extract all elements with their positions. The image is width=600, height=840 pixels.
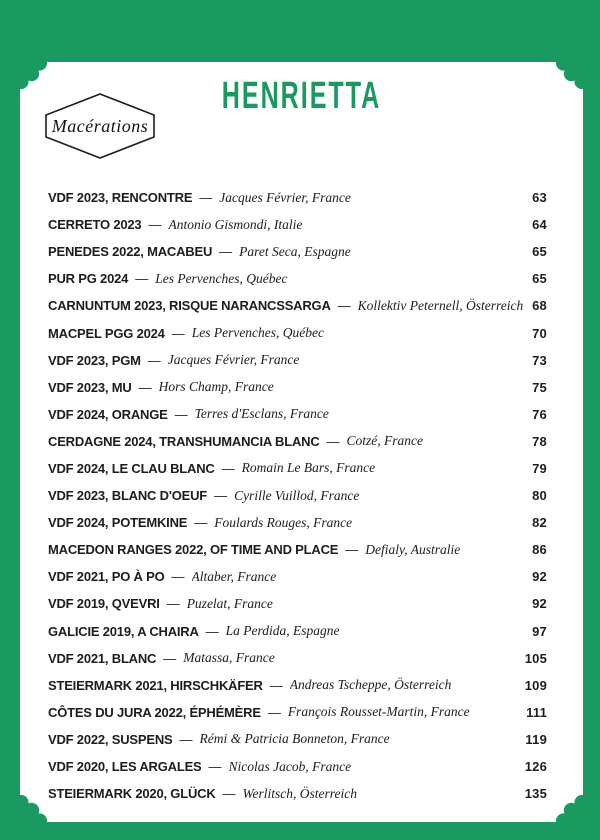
wine-producer: Cotzé, France xyxy=(346,433,424,449)
wine-list-row xyxy=(48,428,547,455)
wine-price: 92 xyxy=(532,596,547,612)
wine-list-row xyxy=(48,645,547,672)
wine-list-row xyxy=(48,536,547,563)
wine-list-row xyxy=(48,672,547,699)
page-title: HENRIETTA xyxy=(221,75,382,117)
wine-list-row xyxy=(48,184,547,211)
menu-page-panel xyxy=(20,62,583,822)
dash-separator: — xyxy=(221,460,235,476)
wine-producer: Altaber, France xyxy=(191,568,277,584)
wine-name: VDF 2019, QVEVRI xyxy=(48,596,160,612)
wine-price: 135 xyxy=(524,786,547,802)
wine-producer: Werlitsch, Österreich xyxy=(242,785,358,801)
dash-separator: — xyxy=(337,298,351,314)
dash-separator: — xyxy=(267,704,281,720)
wine-price: 63 xyxy=(532,190,547,206)
wine-list-row xyxy=(48,563,547,590)
dash-separator: — xyxy=(135,271,149,287)
wine-producer: Les Pervenches, Québec xyxy=(155,270,288,286)
dash-separator: — xyxy=(148,217,162,233)
dash-separator: — xyxy=(222,786,236,802)
wine-price: 92 xyxy=(532,569,547,585)
wine-name: VDF 2022, SUSPENS xyxy=(48,731,173,747)
wine-list-row xyxy=(48,590,547,617)
dash-separator: — xyxy=(214,488,228,504)
wine-price: 75 xyxy=(532,379,547,395)
wine-list-row xyxy=(48,780,547,807)
wine-list-row xyxy=(48,753,547,780)
wine-price: 97 xyxy=(532,623,547,639)
dash-separator: — xyxy=(219,244,233,260)
wine-list-row xyxy=(48,482,547,509)
wine-name: VDF 2021, PO À PO xyxy=(48,569,165,585)
wine-list-row xyxy=(48,347,547,374)
wine-list-row xyxy=(48,401,547,428)
wine-producer: Jacques Février, France xyxy=(167,352,300,368)
wine-price: 64 xyxy=(532,217,547,233)
dash-separator: — xyxy=(138,379,152,395)
wine-producer: Foulards Rouges, France xyxy=(214,514,353,530)
wine-price: 105 xyxy=(524,650,547,666)
wine-producer: Jacques Février, France xyxy=(219,189,351,205)
wine-producer: Rémi & Patricia Bonneton, France xyxy=(199,731,390,747)
wine-producer: Terres d'Esclans, France xyxy=(194,406,329,422)
wine-producer: La Perdida, Espagne xyxy=(225,623,340,639)
dash-separator: — xyxy=(269,677,283,693)
wine-name: CERDAGNE 2024, TRANSHUMANCIA BLANC xyxy=(48,433,320,449)
dash-separator: — xyxy=(326,433,340,449)
wine-producer: François Rousset-Martin, France xyxy=(287,704,470,720)
wine-list-row xyxy=(48,211,547,238)
wine-name: VDF 2020, LES ARGALES xyxy=(48,759,202,775)
wine-list-row xyxy=(48,265,547,292)
wine-name: CARNUNTUM 2023, RISQUE NARANCSSARGA xyxy=(48,298,331,314)
wine-name: PENEDES 2022, MACABEU xyxy=(48,244,213,260)
wine-list-row xyxy=(48,726,547,753)
wine-producer: Romain Le Bars, France xyxy=(241,460,376,476)
category-badge-label: Macérations xyxy=(51,115,149,136)
wine-producer: Antonio Gismondi, Italie xyxy=(168,216,303,232)
dash-separator: — xyxy=(179,731,193,747)
dash-separator: — xyxy=(147,352,161,368)
wine-name: VDF 2023, MU xyxy=(48,379,132,395)
dash-separator: — xyxy=(194,515,208,531)
wine-price: 79 xyxy=(532,460,547,476)
wine-list-row xyxy=(48,509,547,536)
wine-producer: Defialy, Australie xyxy=(365,541,461,557)
wine-producer: Matassa, France xyxy=(183,650,275,666)
wine-list-row xyxy=(48,374,547,401)
wine-producer: Hors Champ, France xyxy=(158,379,274,395)
wine-price: 111 xyxy=(526,704,547,720)
wine-name: CERRETO 2023 xyxy=(48,217,142,233)
wine-name: VDF 2024, ORANGE xyxy=(48,406,168,422)
wine-list-row xyxy=(48,319,547,346)
dash-separator: — xyxy=(163,650,177,666)
wine-price: 80 xyxy=(532,488,547,504)
wine-producer: Les Pervenches, Québec xyxy=(191,325,325,341)
wine-price: 65 xyxy=(532,244,547,260)
wine-price: 78 xyxy=(532,433,547,449)
wine-name: VDF 2023, PGM xyxy=(48,352,141,368)
wine-name: STEIERMARK 2021, HIRSCHKÄFER xyxy=(48,677,263,693)
wine-list-row xyxy=(48,618,547,645)
wine-producer: Puzelat, France xyxy=(186,595,273,611)
wine-price: 70 xyxy=(532,325,547,341)
wine-name: STEIERMARK 2020, GLÜCK xyxy=(48,786,216,802)
wine-name: VDF 2023, BLANC D'OEUF xyxy=(48,488,208,504)
wine-price: 109 xyxy=(524,677,547,693)
wine-list xyxy=(48,184,547,807)
dash-separator: — xyxy=(171,569,185,585)
dash-separator: — xyxy=(208,759,222,775)
wine-price: 126 xyxy=(524,759,547,775)
dash-separator: — xyxy=(345,542,359,558)
wine-price: 73 xyxy=(532,352,547,368)
wine-producer: Paret Seca, Espagne xyxy=(239,243,351,259)
wine-name: MACEDON RANGES 2022, OF TIME AND PLACE xyxy=(48,542,339,558)
wine-name: MACPEL PGG 2024 xyxy=(48,325,165,341)
wine-price: 119 xyxy=(525,731,547,747)
wine-producer: Andreas Tscheppe, Österreich xyxy=(289,677,452,693)
wine-name: VDF 2024, LE CLAU BLANC xyxy=(48,460,215,476)
corner-ornament-bottom-right xyxy=(553,792,583,822)
wine-list-row xyxy=(48,699,547,726)
wine-list-row xyxy=(48,238,547,265)
wine-price: 82 xyxy=(532,515,547,531)
wine-producer: Nicolas Jacob, France xyxy=(228,758,352,774)
wine-producer: Cyrille Vuillod, France xyxy=(234,487,360,503)
wine-name: VDF 2024, POTEMKINE xyxy=(48,515,188,531)
wine-name: VDF 2021, BLANC xyxy=(48,650,157,666)
wine-name: GALICIE 2019, A CHAIRA xyxy=(48,623,199,639)
dash-separator: — xyxy=(205,623,219,639)
corner-ornament-bottom-left xyxy=(20,792,50,822)
dash-separator: — xyxy=(171,325,185,341)
wine-list-row xyxy=(48,455,547,482)
corner-ornament-top-right xyxy=(553,62,583,92)
wine-name: PUR PG 2024 xyxy=(48,271,129,287)
wine-name: CÔTES DU JURA 2022, ÉPHÉMÈRE xyxy=(48,704,261,720)
wine-price: 86 xyxy=(532,542,547,558)
corner-ornament-top-left xyxy=(20,62,50,92)
dash-separator: — xyxy=(166,596,180,612)
category-badge xyxy=(45,93,155,159)
wine-producer: Kollektiv Peternell, Österreich xyxy=(357,297,524,313)
wine-price: 68 xyxy=(532,298,547,314)
wine-list-row xyxy=(48,292,547,319)
wine-price: 76 xyxy=(532,406,547,422)
dash-separator: — xyxy=(174,406,188,422)
wine-price: 65 xyxy=(532,271,547,287)
wine-name: VDF 2023, RENCONTRE xyxy=(48,190,193,206)
dash-separator: — xyxy=(199,190,213,206)
